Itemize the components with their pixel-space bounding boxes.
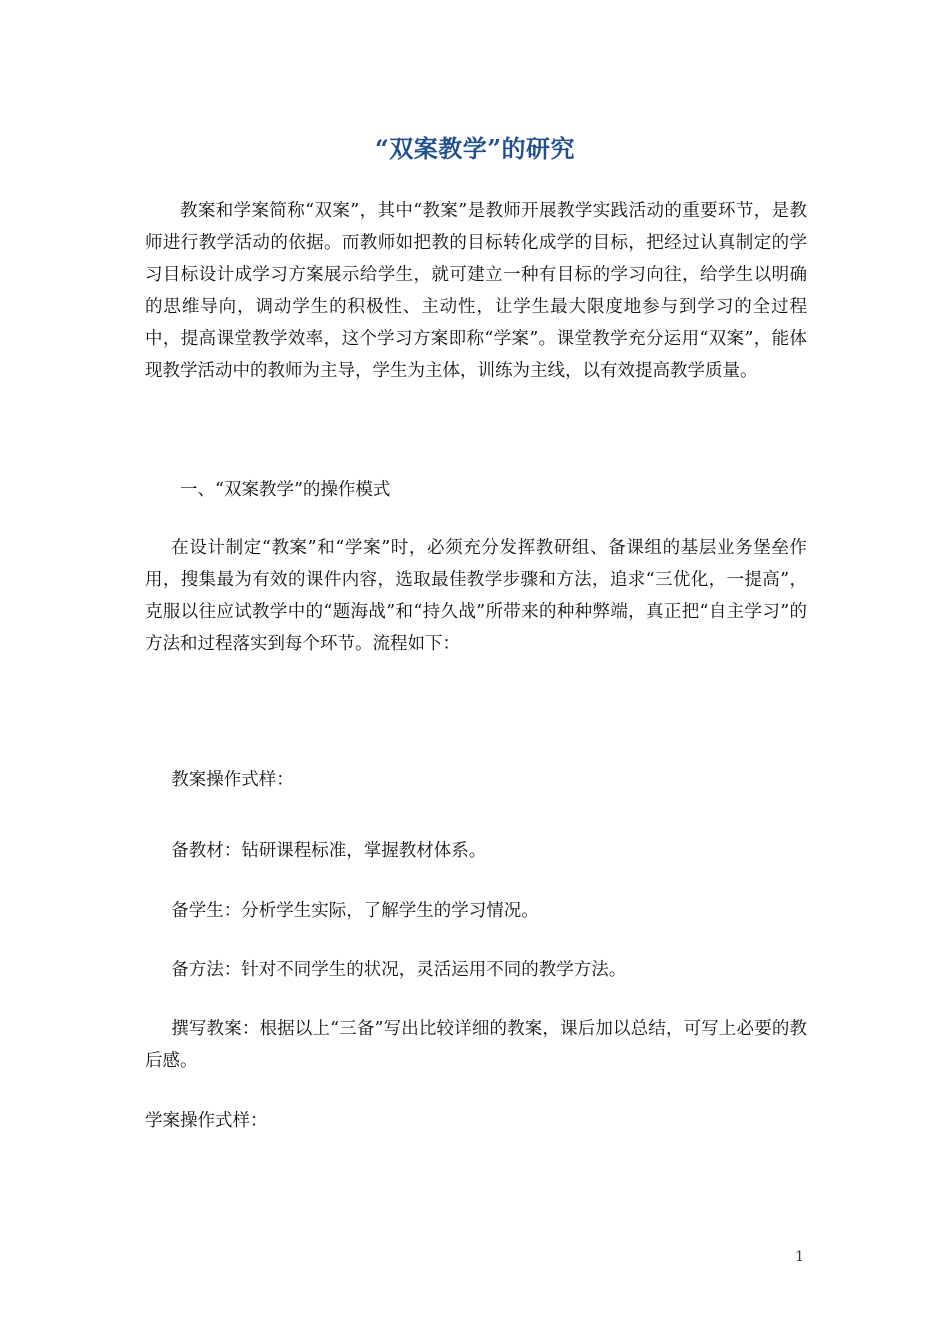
- teaching-plan-heading: 教案操作式样：: [171, 770, 294, 790]
- page-number: 1: [795, 1249, 804, 1265]
- prepare-methods-item: 备方法：针对不同学生的状况，灵活运用不同的教学方法。: [171, 960, 627, 980]
- learning-plan-heading: 学案操作式样：: [145, 1111, 268, 1131]
- section-body-operation-mode: 在设计制定“教案”和“学案”时，必须充分发挥教研组、备课组的基层业务堡垒作用，搜集最为有效的课件内容，选取最佳教学步骤和方法，追求“三优化，一提高”，克服以往应试教学中的“题海战”和“持久战”所带来的种种弊端，真正把“自主学习”的方法和过程落实到每个环节。流程如下：: [145, 538, 807, 654]
- write-plan-item: 撰写教案：根据以上“三备”写出比较详细的教案，课后加以总结，可写上必要的教后感。: [145, 1019, 807, 1071]
- prepare-materials-item: 备教材：钻研课程标准，掌握教材体系。: [171, 841, 487, 861]
- intro-paragraph: 教案和学案简称“双案”，其中“教案”是教师开展教学实践活动的重要环节，是教师进行教学活动的依据。而教师如把教的目标转化成学的目标，把经过认真制定的学习目标设计成学习方案展示给学生，就可建立一种有目标的学习向往，给学生以明确的思维导向，调动学生的积极性、主动性，让学生最大限度地参与到学习的全过程中，提高课堂教学效率，这个学习方案即称“学案”。课堂教学充分运用“双案”，能体现教学活动中的教师为主导，学生为主体，训练为主线，以有效提高教学质量。: [145, 201, 807, 381]
- section-heading-operation-mode: 一、“双案教学”的操作模式: [180, 480, 391, 500]
- document-title: “双案教学”的研究: [374, 134, 576, 163]
- prepare-students-item: 备学生：分析学生实际，了解学生的学习情况。: [171, 901, 539, 921]
